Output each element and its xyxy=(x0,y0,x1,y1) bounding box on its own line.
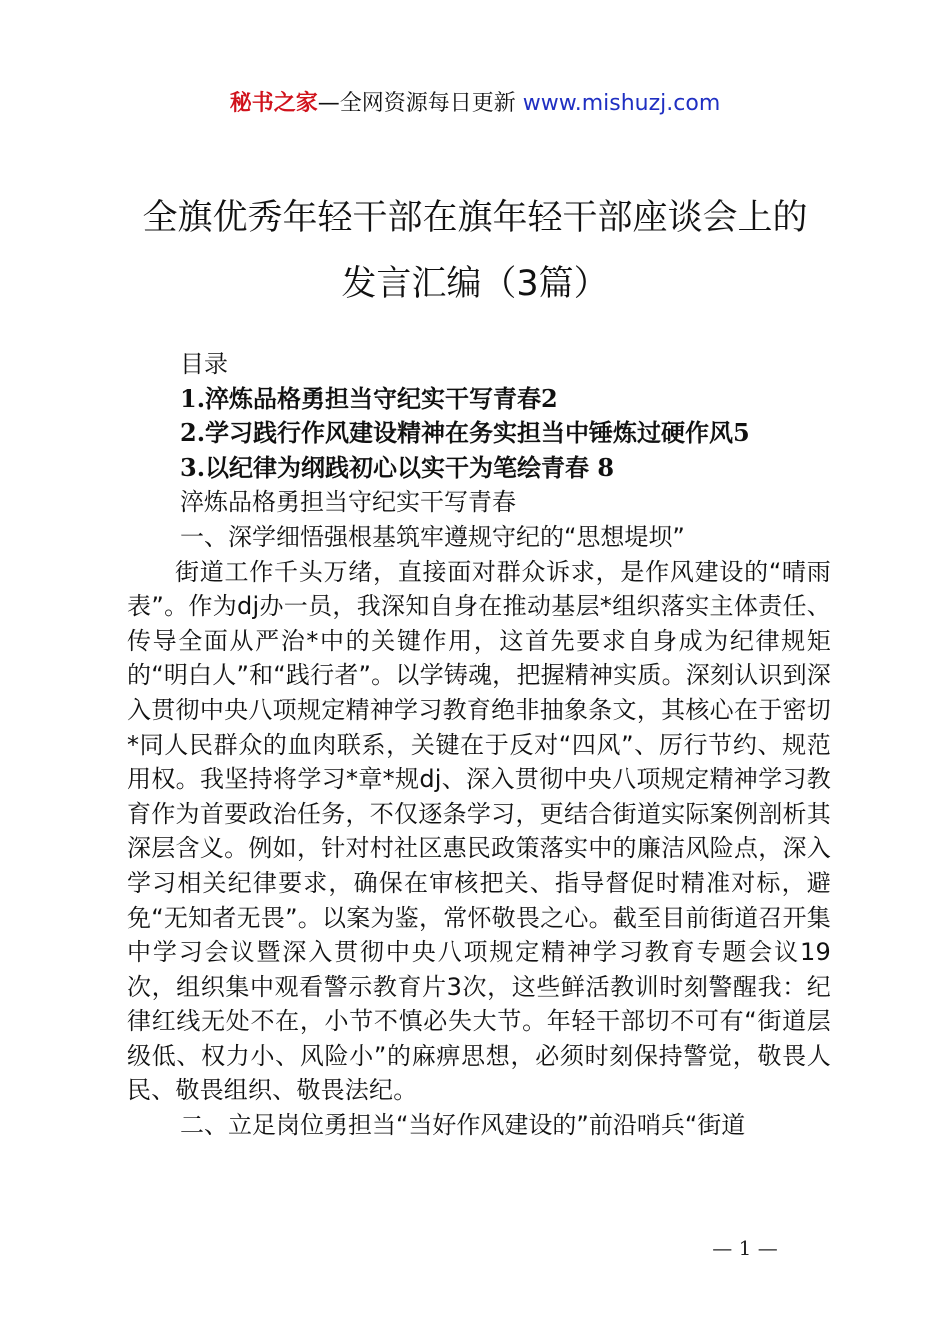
toc-item-1[interactable]: 1.淬炼品格勇担当守纪实干写青春2 xyxy=(180,383,558,413)
article-title: 淬炼品格勇担当守纪实干写青春 xyxy=(180,488,516,517)
site-brand: 秘书之家 xyxy=(229,91,318,116)
toc-item-2[interactable]: 2.学习践行作风建设精神在务实担当中锤炼过硬作风5 xyxy=(180,418,750,448)
document-body xyxy=(127,347,831,1143)
page-number: — 1 — xyxy=(712,1236,778,1260)
document-title-line-2: 发言汇编（3篇） xyxy=(341,264,609,304)
section-1-heading: 一、深学细悟强根基筑牢遵规守纪的“思想堤坝” xyxy=(180,522,685,551)
site-url-link[interactable]: www.mishuzj.com xyxy=(522,91,721,116)
site-header xyxy=(0,88,950,120)
site-slogan: —全网资源每日更新 xyxy=(317,91,516,116)
section-2-heading: 二、立足岗位勇担当“当好作风建设的”前沿哨兵“街道 xyxy=(180,1111,746,1140)
toc-heading: 目录 xyxy=(180,350,228,378)
toc-item-3[interactable]: 3.以纪律为纲践初心以实干为笔绘青春 8 xyxy=(180,452,615,482)
document-title-line-1: 全旗优秀年轻干部在旗年轻干部座谈会上的 xyxy=(142,198,808,238)
paragraph-1: 街道工作千头万绪，直接面对群众诉求，是作风建设的“晴雨表”。作为dj办一员，我深知自身在推动基层*组织落实主体责任、传导全面从严治*中的关键作用，这首先要求自身成为纪律规矩的“明白人”和“践行者”。以学铸魂，把握精神实质。深刻认识到深入贯彻中央八项规定精神学习教育绝非抽象条文，其核心在于密切*同人民群众的血肉联系，关键在于反对“四风”、厉行节约、规范用权。我坚持将学习*章*规dj、深入贯彻中央八项规定精神学习教育作为首要政治任务，不仅逐条学习，更结合街道实际案例剖析其深层含义。例如，针对村社区惠民政策落实中的廉洁风险点，深入学习相关纪律要求，确保在审核把关、指导督促时精准对标，避免“无知者无畏”。以案为鉴，常怀敬畏之心。截至目前街道召开集中学习会议暨深入贯彻中央八项规定精神学习教育专题会议19次，组织集中观看警示教育片3次，这些鲜活教训时刻警醒我：纪律红线无处不在，小节不慎必失大节。年轻干部切不可有“街道层级低、权力小、风险小”的麻痹思想，必须时刻保持警觉，敬畏人民、敬畏组织、敬畏法纪。 xyxy=(127,557,831,1105)
